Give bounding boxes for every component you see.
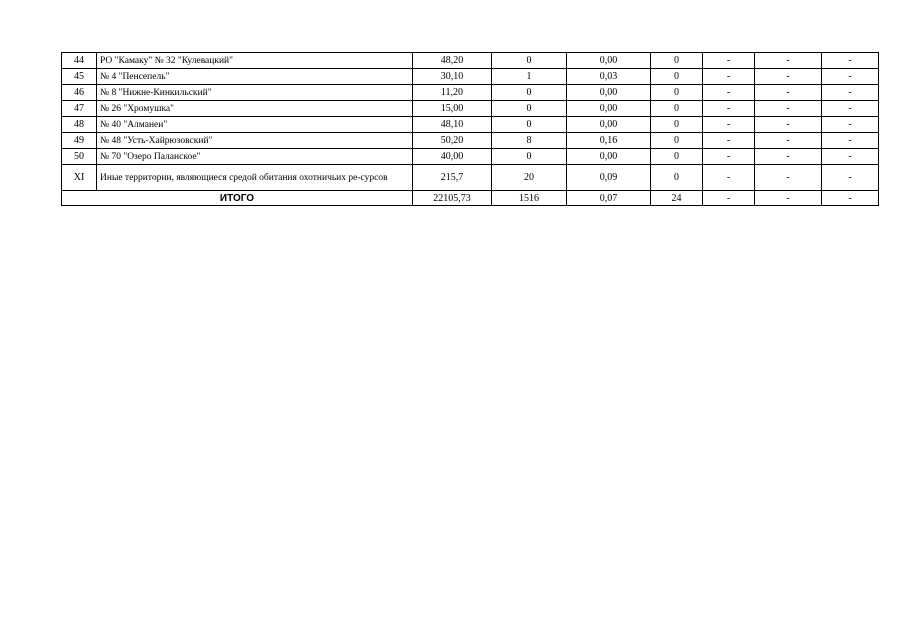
cell-col-1: 50,20 bbox=[413, 133, 492, 149]
cell-col-3: 0,00 bbox=[567, 101, 651, 117]
total-col-1: 22105,73 bbox=[413, 191, 492, 206]
territory-name: № 26 "Хромушка" bbox=[97, 101, 413, 117]
row-number: 45 bbox=[62, 69, 97, 85]
cell-col-6: - bbox=[755, 133, 822, 149]
cell-col-5: - bbox=[703, 149, 755, 165]
cell-col-5: - bbox=[703, 133, 755, 149]
row-number: 47 bbox=[62, 101, 97, 117]
row-number: 44 bbox=[62, 53, 97, 69]
row-number: 50 bbox=[62, 149, 97, 165]
table-row bbox=[62, 149, 879, 165]
row-number: 49 bbox=[62, 133, 97, 149]
total-label: ИТОГО bbox=[62, 191, 413, 206]
cell-col-2: 8 bbox=[492, 133, 567, 149]
cell-col-3: 0,00 bbox=[567, 85, 651, 101]
cell-col-3: 0,09 bbox=[567, 165, 651, 191]
cell-col-1: 15,00 bbox=[413, 101, 492, 117]
total-col-2: 1516 bbox=[492, 191, 567, 206]
cell-col-6: - bbox=[755, 101, 822, 117]
cell-col-4: 0 bbox=[651, 69, 703, 85]
territory-name: № 8 "Нижне-Кинкильский" bbox=[97, 85, 413, 101]
cell-col-7: - bbox=[822, 53, 879, 69]
cell-col-5: - bbox=[703, 165, 755, 191]
cell-col-7: - bbox=[822, 149, 879, 165]
cell-col-2: 0 bbox=[492, 53, 567, 69]
cell-col-1: 11,20 bbox=[413, 85, 492, 101]
cell-col-1: 48,20 bbox=[413, 53, 492, 69]
cell-col-3: 0,00 bbox=[567, 149, 651, 165]
cell-col-3: 0,16 bbox=[567, 133, 651, 149]
cell-col-6: - bbox=[755, 69, 822, 85]
cell-col-7: - bbox=[822, 101, 879, 117]
table-row bbox=[62, 85, 879, 101]
cell-col-4: 0 bbox=[651, 149, 703, 165]
cell-col-4: 0 bbox=[651, 85, 703, 101]
cell-col-7: - bbox=[822, 133, 879, 149]
total-col-4: 24 bbox=[651, 191, 703, 206]
cell-col-7: - bbox=[822, 69, 879, 85]
row-number: 46 bbox=[62, 85, 97, 101]
total-col-7: - bbox=[822, 191, 879, 206]
cell-col-3: 0,00 bbox=[567, 117, 651, 133]
territory-name: РО "Камаку" № 32 "Кулевацкий" bbox=[97, 53, 413, 69]
cell-col-4: 0 bbox=[651, 165, 703, 191]
cell-col-2: 20 bbox=[492, 165, 567, 191]
cell-col-7: - bbox=[822, 117, 879, 133]
row-number: XI bbox=[62, 165, 97, 191]
cell-col-5: - bbox=[703, 101, 755, 117]
cell-col-5: - bbox=[703, 117, 755, 133]
cell-col-4: 0 bbox=[651, 101, 703, 117]
cell-col-3: 0,00 bbox=[567, 53, 651, 69]
table-row bbox=[62, 133, 879, 149]
cell-col-4: 0 bbox=[651, 133, 703, 149]
row-number: 48 bbox=[62, 117, 97, 133]
cell-col-2: 0 bbox=[492, 149, 567, 165]
cell-col-5: - bbox=[703, 85, 755, 101]
cell-col-6: - bbox=[755, 117, 822, 133]
cell-col-7: - bbox=[822, 165, 879, 191]
hunting-grounds-table bbox=[61, 52, 879, 206]
total-row bbox=[62, 191, 879, 206]
cell-col-4: 0 bbox=[651, 117, 703, 133]
table-row bbox=[62, 165, 879, 191]
cell-col-6: - bbox=[755, 165, 822, 191]
cell-col-7: - bbox=[822, 85, 879, 101]
territory-name: № 4 "Пенсепель" bbox=[97, 69, 413, 85]
cell-col-2: 1 bbox=[492, 69, 567, 85]
total-col-3: 0,07 bbox=[567, 191, 651, 206]
table-row bbox=[62, 117, 879, 133]
total-col-6: - bbox=[755, 191, 822, 206]
table-body bbox=[62, 53, 879, 206]
territory-name: № 70 "Озеро Паланское" bbox=[97, 149, 413, 165]
total-col-5: - bbox=[703, 191, 755, 206]
cell-col-1: 30,10 bbox=[413, 69, 492, 85]
cell-col-5: - bbox=[703, 69, 755, 85]
cell-col-2: 0 bbox=[492, 117, 567, 133]
table-row bbox=[62, 101, 879, 117]
cell-col-2: 0 bbox=[492, 85, 567, 101]
cell-col-2: 0 bbox=[492, 101, 567, 117]
cell-col-1: 40,00 bbox=[413, 149, 492, 165]
cell-col-3: 0,03 bbox=[567, 69, 651, 85]
territory-name: Иные территории, являющиеся средой обитания охотничьих ре-сурсов bbox=[97, 165, 413, 191]
territory-name: № 40 "Алманеи" bbox=[97, 117, 413, 133]
cell-col-1: 215,7 bbox=[413, 165, 492, 191]
table-row bbox=[62, 69, 879, 85]
cell-col-1: 48,10 bbox=[413, 117, 492, 133]
cell-col-5: - bbox=[703, 53, 755, 69]
table-row bbox=[62, 53, 879, 69]
cell-col-4: 0 bbox=[651, 53, 703, 69]
cell-col-6: - bbox=[755, 149, 822, 165]
cell-col-6: - bbox=[755, 53, 822, 69]
territory-name: № 48 "Усть-Хайрюзовский" bbox=[97, 133, 413, 149]
cell-col-6: - bbox=[755, 85, 822, 101]
